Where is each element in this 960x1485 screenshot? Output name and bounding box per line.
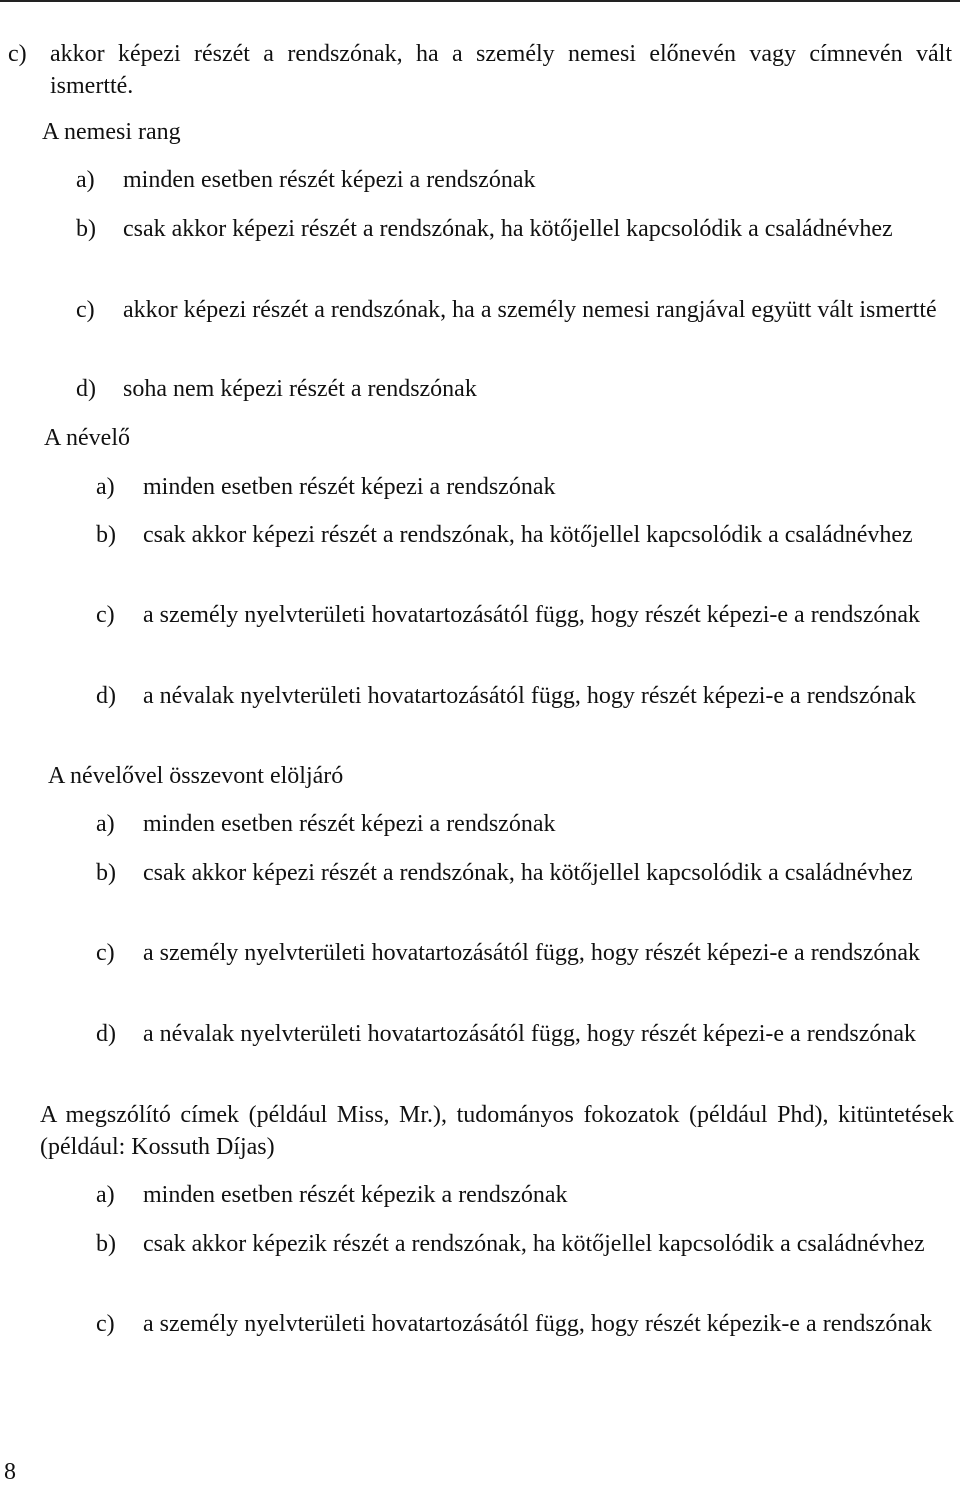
- item-text: minden esetben részét képezik a rendszónak: [143, 1182, 568, 1208]
- list-item: [96, 599, 954, 631]
- item-letter: a): [96, 474, 115, 500]
- item-letter: d): [76, 376, 96, 402]
- item-text: a személy nyelvterületi hovatartozásától függ, hogy részét képezi-e a rendszónak: [143, 602, 920, 628]
- item-text: soha nem képezi részét a rendszónak: [123, 376, 477, 402]
- list-item: [76, 164, 952, 196]
- item-letter: d): [96, 683, 116, 709]
- item-letter: c): [96, 940, 115, 966]
- item-text: a névalak nyelvterületi hovatartozásától függ, hogy részét képezi-e a rendszónak: [143, 683, 916, 709]
- top-rule: [0, 0, 960, 2]
- item-text: minden esetben részét képezi a rendszónak: [123, 167, 536, 193]
- item-text: a személy nyelvterületi hovatartozásától függ, hogy részét képezi-e a rendszónak: [143, 940, 920, 966]
- item-letter: c): [8, 41, 27, 67]
- page-number: 8: [4, 1459, 16, 1485]
- item-letter: b): [96, 1231, 116, 1257]
- item-text: csak akkor képezik részét a rendszónak, ha kötőjellel kapcsolódik a családnévhez: [143, 1231, 925, 1257]
- list-item: [96, 808, 954, 840]
- list-item: [76, 294, 952, 326]
- item-letter: d): [96, 1021, 116, 1047]
- item-letter: c): [96, 602, 115, 628]
- item-text: akkor képezi részét a rendszónak, ha a személy nemesi rangjával együtt vált ismertté: [123, 297, 937, 323]
- list-item: [96, 1179, 954, 1211]
- item-text: csak akkor képezi részét a rendszónak, ha kötőjellel kapcsolódik a családnévhez: [143, 860, 913, 886]
- item-letter: a): [76, 167, 95, 193]
- item-letter: b): [96, 860, 116, 886]
- item-text: a személy nyelvterületi hovatartozásától függ, hogy részét képezik-e a rendszónak: [143, 1311, 932, 1337]
- list-item: [96, 1228, 954, 1260]
- list-item: [96, 471, 954, 503]
- list-item: [76, 213, 952, 245]
- list-item: [96, 857, 954, 889]
- list-item: [8, 38, 952, 102]
- item-text: minden esetben részét képezi a rendszónak: [143, 811, 556, 837]
- list-item: [76, 373, 952, 405]
- list-item: [96, 519, 954, 551]
- list-item: [96, 1308, 954, 1340]
- item-letter: a): [96, 811, 115, 837]
- section-heading: A nemesi rang: [42, 119, 181, 145]
- section-heading: A névelő: [44, 425, 130, 451]
- list-item: [96, 1018, 954, 1050]
- item-text: minden esetben részét képezi a rendszónak: [143, 474, 556, 500]
- section-heading: A megszólító címek (például Miss, Mr.), tudományos fokozatok (például Phd), kitüntetések (például: Kossuth Díjas): [40, 1102, 954, 1160]
- item-text: akkor képezi részét a rendszónak, ha a személy nemesi előnevén vagy címnevén vált ismertté.: [50, 41, 952, 99]
- item-text: csak akkor képezi részét a rendszónak, ha kötőjellel kapcsolódik a családnévhez: [123, 216, 893, 242]
- item-letter: c): [96, 1311, 115, 1337]
- item-letter: a): [96, 1182, 115, 1208]
- item-text: a névalak nyelvterületi hovatartozásától függ, hogy részét képezi-e a rendszónak: [143, 1021, 916, 1047]
- list-item: [96, 680, 954, 712]
- item-letter: b): [96, 522, 116, 548]
- section-heading: A névelővel összevont elöljáró: [48, 763, 344, 789]
- item-letter: c): [76, 297, 95, 323]
- item-text: csak akkor képezi részét a rendszónak, ha kötőjellel kapcsolódik a családnévhez: [143, 522, 913, 548]
- list-item: [96, 937, 954, 969]
- item-letter: b): [76, 216, 96, 242]
